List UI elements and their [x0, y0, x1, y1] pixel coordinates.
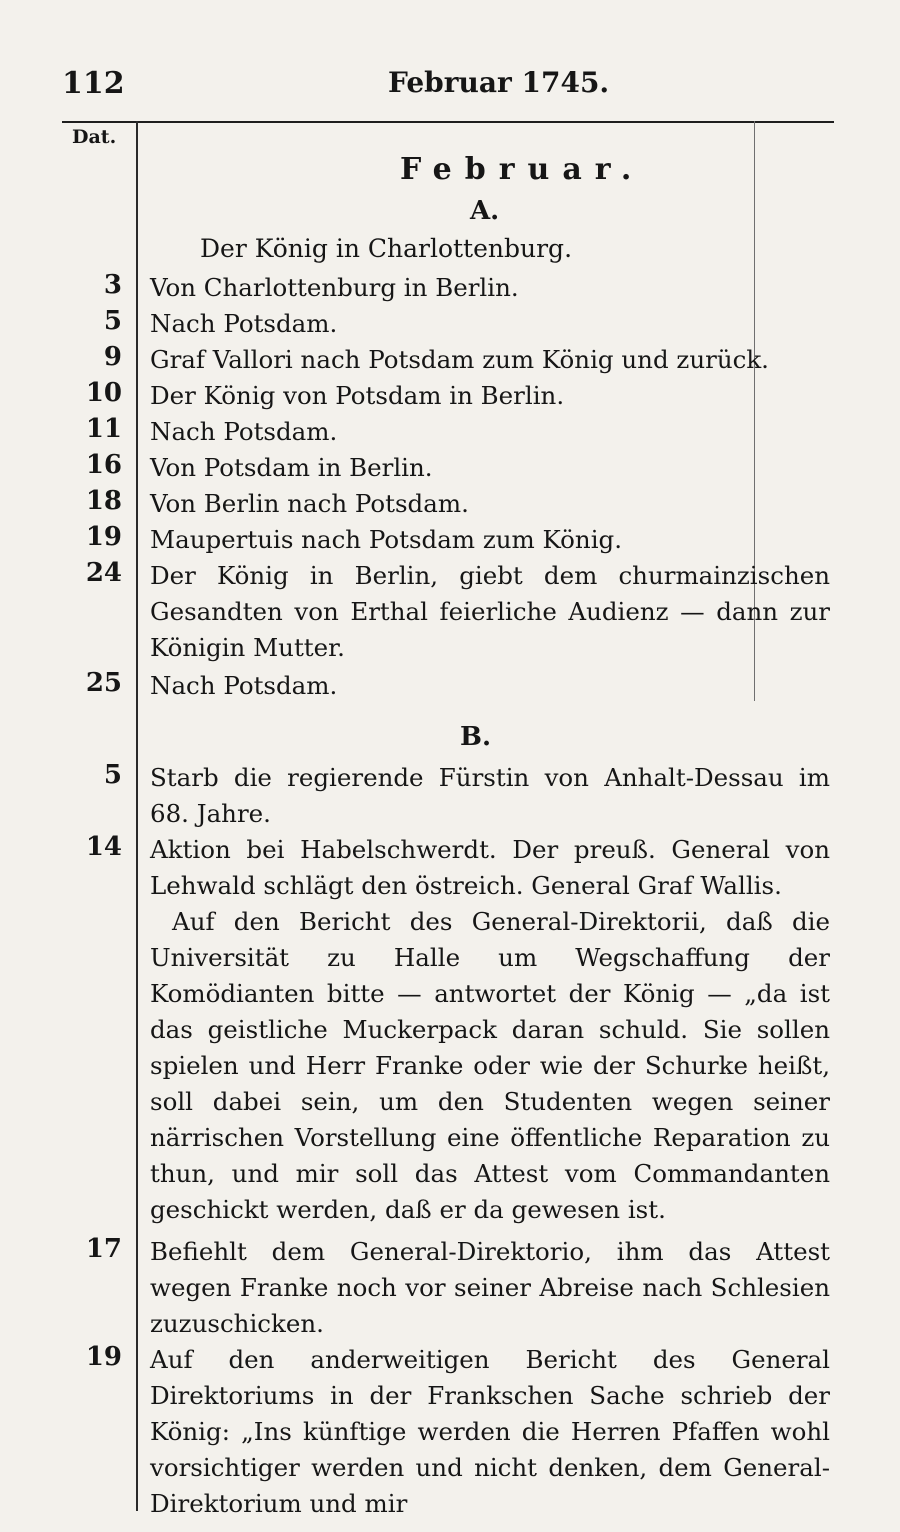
entry-text: Von Charlottenburg in Berlin. — [150, 273, 519, 302]
entry-text: Nach Potsdam. — [150, 417, 338, 446]
entry-day: 9 — [103, 342, 122, 372]
date-column-label: Dat. — [72, 126, 117, 148]
entry-day: 5 — [103, 306, 122, 336]
entry-day: 25 — [85, 668, 122, 698]
entry-day: 18 — [85, 486, 122, 516]
entry-day: 19 — [85, 1342, 122, 1372]
entry-text: Starb die regierende Fürstin von Anhalt-Dessau im 68. Jahre. — [150, 763, 830, 828]
date-column-divider — [136, 121, 138, 1511]
entry-day: 17 — [85, 1234, 122, 1264]
entry-text: Nach Potsdam. — [150, 309, 338, 338]
entry-day: 24 — [85, 558, 122, 588]
entry-day: 11 — [85, 414, 122, 444]
entry-text: Auf den anderweitigen Bericht des General Direktoriums in der Frankschen Sache schrieb der König: „Ins künftige werden die Herren Pfaffen wohl vorsichtiger werden und nicht denken, dem General-Direktorium und mir — [150, 1345, 830, 1518]
entry-day: 16 — [85, 450, 122, 480]
entry-day: 19 — [85, 522, 122, 552]
entry-text: Von Potsdam in Berlin. — [150, 453, 433, 482]
entry-day: 5 — [103, 760, 122, 790]
entry-text: Der König in Berlin, giebt dem churmainzischen Gesandten von Erthal feierliche Audienz — dann zur Königin Mutter. — [150, 561, 830, 662]
entry-day: 3 — [103, 270, 122, 300]
entry-text: Aktion bei Habelschwerdt. Der preuß. General von Lehwald schlägt den östreich. General Graf Wallis. — [150, 835, 830, 900]
entry-text: Auf den Bericht des General-Direktorii, daß die Universität zu Halle um Wegschaffung der Komödianten bitte — antwortet der König — „da ist das geistliche Muckerpack daran schuld. Sie sollen spielen und Herr Franke oder wie der Schurke heißt, soll dabei sein, um den Studenten wegen seiner närrischen Vorstellung eine öffentliche Reparation zu thun, und mir soll das Attest vom Commandanten geschickt werden, daß er da gewesen ist. — [150, 907, 830, 1224]
entry-day: 10 — [85, 378, 122, 408]
page-number: 112 — [62, 66, 125, 101]
entry-text: Maupertuis nach Potsdam zum König. — [150, 525, 623, 554]
entry-text: Nach Potsdam. — [150, 671, 338, 700]
header-rule — [62, 121, 834, 123]
entry-text: Befiehlt dem General-Direktorio, ihm das Attest wegen Franke noch vor seiner Abreise nach Schlesien zuzuschicken. — [150, 1237, 830, 1338]
entry-text: Der König von Potsdam in Berlin. — [150, 381, 565, 410]
entry-day: 14 — [85, 832, 122, 862]
running-title: Februar 1745. — [388, 66, 610, 99]
section-b-heading: B. — [460, 722, 492, 752]
section-a-heading: A. — [470, 196, 500, 226]
entry-text: Graf Vallori nach Potsdam zum König und zurück. — [150, 345, 769, 374]
section-a-lead: Der König in Charlottenburg. — [200, 234, 573, 263]
entry-text: Von Berlin nach Potsdam. — [150, 489, 469, 518]
month-title: Februar. — [400, 152, 645, 187]
